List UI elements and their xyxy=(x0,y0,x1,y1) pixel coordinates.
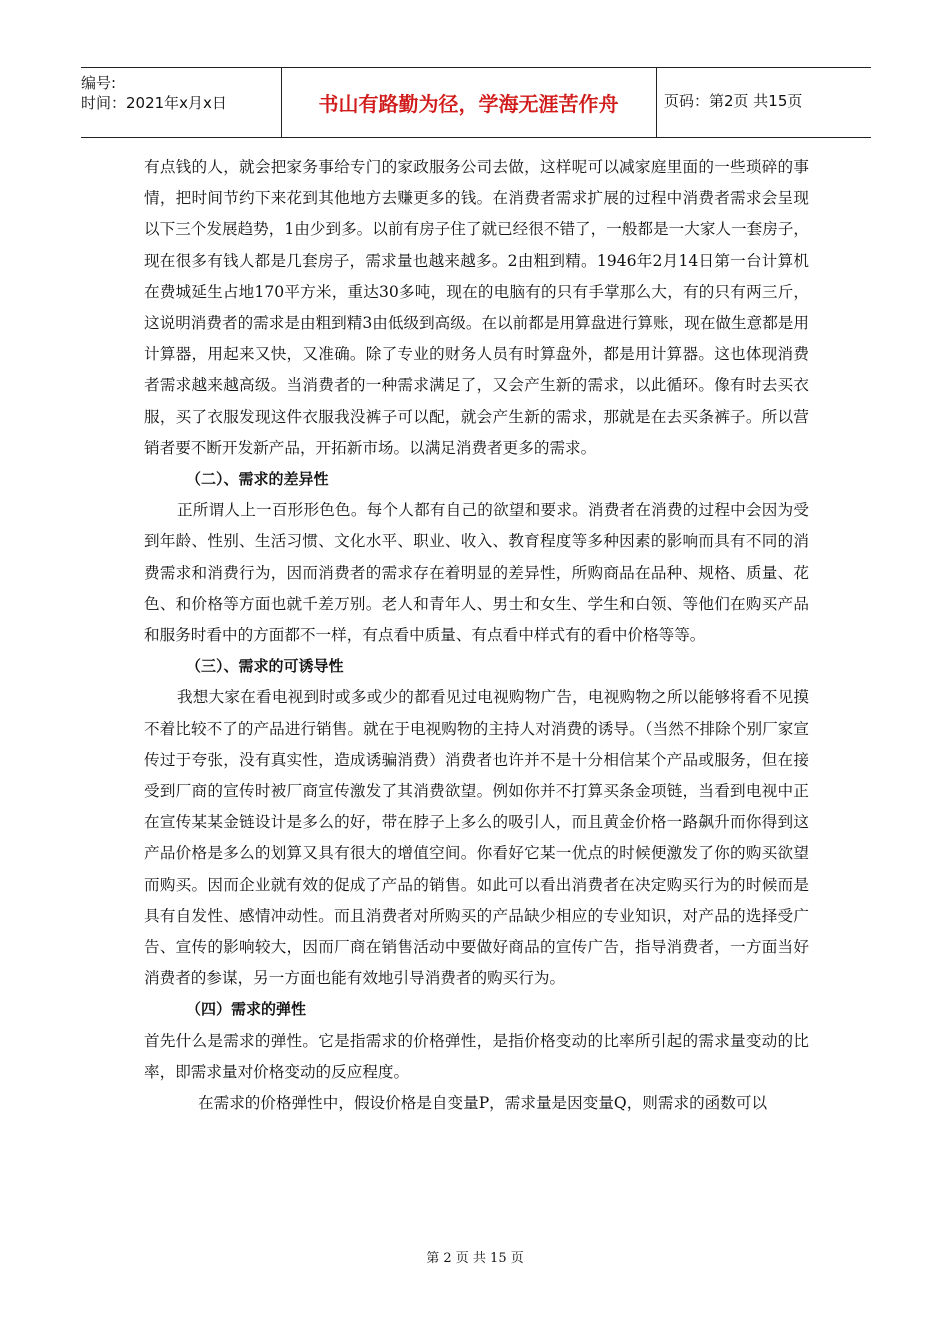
paragraph: 有点钱的人，就会把家务事给专门的家政服务公司去做，这样呢可以减家庭里面的一些琐碎的事情，把时间节约下来花到其他地方去赚更多的钱。在消费者需求扩展的过程中消费者需求会呈现以下三个发展趋势，1由少到多。以前有房子住了就已经很不错了，一般都是一大家人一套房子，现在很多有钱人都是几套房子，需求量也越来越多。2由粗到精。1946年2月14日第一台计算机在费城延生占地170平方米，重达30多吨，现在的电脑有的只有手掌那么大，有的只有两三斤，这说明消费者的需求是由粗到精3由低级到高级。在以前都是用算盘进行算账，现在做生意都是用计算器，用起来又快，又准确。除了专业的财务人员有时算盘外，都是用计算器。这也体现消费者需求越来越高级。当消费者的一种需求满足了，又会产生新的需求，以此循环。像有时去买衣服，买了衣服发现这件衣服我没裤子可以配，就会产生新的需求，那就是在去买条裤子。所以营销者要不断开发新产品，开拓新市场。以满足消费者更多的需求。 xyxy=(144,158,809,457)
paragraph: 我想大家在看电视到时或多或少的都看见过电视购物广告，电视购物之所以能够将看不见摸不着比较不了的产品进行销售。就在于电视购物的主持人对消费的诱导。（当然不排除个别厂家宣传过于夸张，没有真实性，造成诱骗消费）消费者也许并不是十分相信某个产品或服务，但在接受到厂商的宣传时被厂商宣传激发了其消费欲望。例如你并不打算买条金项链，当看到电视中正在宣传某某金链设计是多么的好，带在脖子上多么的吸引人，而且黄金价格一路飙升而你得到这产品价格是多么的划算又具有很大的增值空间。你看好它某一优点的时候便激发了你的购买欲望而购买。因而企业就有效的促成了产品的销售。如此可以看出消费者在决定购买行为的时候而是具有自发性、感情冲动性。而且消费者对所购买的产品缺少相应的专业知识，对产品的选择受广告、宣传的影响较大，因而厂商在销售活动中要做好商品的宣传广告，指导消费者，一方面当好消费者的参谋，另一方面也能有效地引导消费者的购买行为。 xyxy=(144,688,809,988)
page-footer: 第 2 页 共 15 页 xyxy=(426,1251,524,1266)
header-motto: 书山有路勤为径，学海无涯苦作舟 xyxy=(318,92,619,116)
paragraph: 正所谓人上一百形形色色。每个人都有自己的欲望和要求。消费者在消费的过程中会因为受到年龄、性别、生活习惯、文化水平、职业、收入、教育程度等多种因素的影响而具有不同的消费需求和消费行为，因而消费者的需求存在着明显的差异性，所购商品在品种、规格、质量、花色、和价格等方面也就千差万别。老人和青年人、男士和女生、学生和白领、等他们在购买产品和服务时看中的方面都不一样，有点看中质量、有点看中样式有的看中价格等等。 xyxy=(144,501,809,645)
number-label: 编号: xyxy=(81,74,117,92)
document-body xyxy=(144,152,809,1119)
section-heading: （二）、需求的差异性 xyxy=(186,470,329,489)
header-meta xyxy=(81,73,281,113)
section-heading: （四）需求的弹性 xyxy=(186,1000,307,1019)
page-header xyxy=(81,67,871,138)
paragraph: 首先什么是需求的弹性。它是指需求的价格弹性，是指价格变动的比率所引起的需求量变动的比率，即需求量对价格变动的反应程度。 xyxy=(144,1031,809,1081)
time-label: 时间：2021年x月x日 xyxy=(81,94,227,112)
header-page-info: 页码：第2页 共15页 xyxy=(664,92,803,110)
header-divider xyxy=(656,68,657,137)
paragraph: 在需求的价格弹性中，假设价格是自变量P，需求量是因变量Q，则需求的函数可以 xyxy=(198,1094,768,1113)
section-heading: （三）、需求的可诱导性 xyxy=(186,657,344,676)
